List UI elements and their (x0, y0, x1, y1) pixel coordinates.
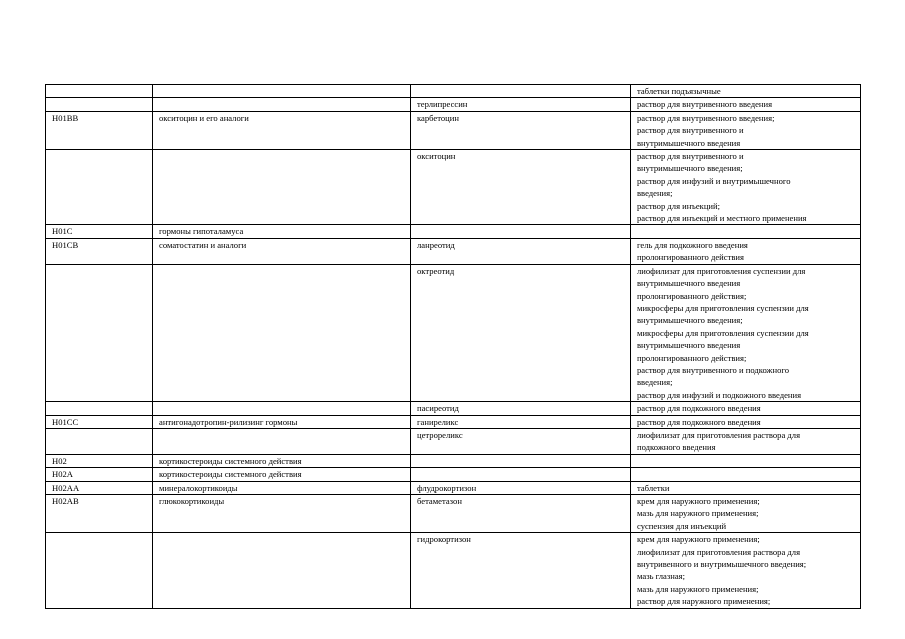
dosage-form-line: раствор для подкожного введения (637, 416, 761, 427)
dosage-form-line: введения; (637, 377, 673, 388)
dosage-form-line: внутривенного и внутримышечного введения; (637, 559, 807, 570)
dosage-form-line: внутримышечного введения (637, 137, 741, 148)
table-row (46, 415, 861, 428)
dosage-form-line: пролонгированного действия; (637, 290, 747, 301)
atc-group-cell: антигонадотропин-рилизинг гормоны (153, 415, 411, 428)
atc-group-cell: кортикостероиды системного действия (153, 454, 411, 467)
dosage-form-line: пролонгированного действия; (637, 352, 747, 363)
atc-code-cell (46, 85, 153, 98)
dosage-form-line: крем для наружного применения; (637, 534, 760, 545)
atc-group-cell: кортикостероиды системного действия (153, 468, 411, 481)
dosage-form-line: раствор для инъекций; (637, 200, 721, 211)
drug-name-cell: карбетоцин (411, 111, 631, 149)
drug-name-cell (411, 225, 631, 238)
dosage-form-line: раствор для внутривенного введения; (637, 112, 775, 123)
drug-name-cell: октреотид (411, 264, 631, 401)
dosage-form-line: раствор для внутривенного и подкожного (637, 364, 789, 375)
dosage-form-line: раствор для внутривенного введения (637, 99, 773, 110)
atc-group-cell (153, 85, 411, 98)
atc-code-cell: H01CC (46, 415, 153, 428)
drug-name-cell: гидрокортизон (411, 533, 631, 608)
dosage-forms-cell (631, 150, 861, 225)
drug-name-cell: окситоцин (411, 150, 631, 225)
dosage-form-line: лиофилизат для приготовления раствора для (637, 546, 801, 557)
dosage-forms-cell (631, 85, 861, 98)
dosage-form-line: микросферы для приготовления суспензии для (637, 302, 809, 313)
dosage-forms-cell (631, 454, 861, 467)
table-row (46, 98, 861, 111)
atc-code-cell: H02AA (46, 481, 153, 494)
atc-group-cell (153, 533, 411, 608)
table-row (46, 111, 861, 149)
atc-code-cell: H02 (46, 454, 153, 467)
dosage-form-line: внутримышечного введения (637, 340, 741, 351)
atc-group-cell (153, 150, 411, 225)
dosage-forms-cell (631, 481, 861, 494)
dosage-forms-cell (631, 428, 861, 454)
atc-group-cell (153, 402, 411, 415)
atc-code-cell: H01BB (46, 111, 153, 149)
atc-group-cell: минералокортикоиды (153, 481, 411, 494)
table-row (46, 495, 861, 533)
atc-code-cell (46, 428, 153, 454)
dosage-form-line: таблетки (637, 482, 670, 493)
table-row (46, 238, 861, 264)
dosage-form-line: раствор для наружного применения; (637, 596, 771, 607)
dosage-form-line: мазь глазная; (637, 571, 685, 582)
dosage-forms-cell (631, 402, 861, 415)
dosage-form-line: раствор для внутривенного и (637, 151, 744, 162)
table-row (46, 85, 861, 98)
drug-table (45, 84, 861, 609)
dosage-form-line: мазь для наружного применения; (637, 583, 759, 594)
dosage-form-line: таблетки подъязычные (637, 86, 721, 96)
drug-name-cell: ланреотид (411, 238, 631, 264)
drug-name-cell: пасиреотид (411, 402, 631, 415)
drug-name-cell (411, 85, 631, 98)
atc-code-cell (46, 98, 153, 111)
atc-code-cell: H01C (46, 225, 153, 238)
dosage-form-line: крем для наружного применения; (637, 496, 760, 506)
dosage-forms-cell (631, 225, 861, 238)
dosage-form-line: лиофилизат для приготовления суспензии для (637, 265, 806, 276)
dosage-form-line: микросферы для приготовления суспензии для (637, 327, 809, 338)
atc-group-cell (153, 428, 411, 454)
dosage-form-line: раствор для инфузий и подкожного введения (637, 389, 802, 400)
dosage-form-line: подкожного введения (637, 442, 716, 453)
atc-code-cell (46, 150, 153, 225)
atc-code-cell (46, 402, 153, 415)
dosage-form-line: раствор для инъекций и местного применения (637, 213, 807, 224)
dosage-form-line: раствор для внутривенного и (637, 125, 744, 136)
atc-group-cell: глюкокортикоиды (153, 495, 411, 533)
drug-name-cell: флудрокортизон (411, 481, 631, 494)
atc-code-cell: H02AB (46, 495, 153, 533)
atc-group-cell: окситоцин и его аналоги (153, 111, 411, 149)
dosage-forms-cell (631, 468, 861, 481)
drug-name-cell: цетрореликс (411, 428, 631, 454)
drug-name-cell (411, 454, 631, 467)
dosage-form-line: гель для подкожного введения (637, 239, 748, 250)
table-row (46, 150, 861, 225)
atc-group-cell: гормоны гипоталамуса (153, 225, 411, 238)
table-row (46, 454, 861, 467)
table-row (46, 533, 861, 608)
dosage-form-line: внутримышечного введения (637, 278, 741, 289)
atc-code-cell: H02A (46, 468, 153, 481)
dosage-forms-cell (631, 495, 861, 533)
dosage-form-line: пролонгированного действия (637, 252, 744, 263)
dosage-form-line: мазь для наружного применения; (637, 508, 759, 519)
dosage-form-line: суспензия для инъекций (637, 520, 727, 531)
dosage-form-line: раствор для подкожного введения (637, 403, 761, 414)
dosage-forms-cell (631, 415, 861, 428)
drug-name-cell: ганиреликс (411, 415, 631, 428)
dosage-forms-cell (631, 238, 861, 264)
dosage-form-line: раствор для инфузий и внутримышечного (637, 175, 791, 186)
dosage-form-line: внутримышечного введения; (637, 163, 743, 174)
table-row (46, 264, 861, 401)
drug-name-cell: бетаметазон (411, 495, 631, 533)
drug-name-cell (411, 468, 631, 481)
dosage-form-line: лиофилизат для приготовления раствора для (637, 429, 801, 440)
atc-code-cell: H01CB (46, 238, 153, 264)
atc-group-cell (153, 264, 411, 401)
dosage-forms-cell (631, 111, 861, 149)
atc-code-cell (46, 264, 153, 401)
table-row (46, 481, 861, 494)
dosage-forms-cell (631, 98, 861, 111)
table-body (46, 85, 861, 609)
dosage-form-line: внутримышечного введения; (637, 315, 743, 326)
table-row (46, 402, 861, 415)
atc-group-cell (153, 98, 411, 111)
dosage-forms-cell (631, 533, 861, 608)
table-row (46, 225, 861, 238)
dosage-forms-cell (631, 264, 861, 401)
drug-name-cell: терлипрессин (411, 98, 631, 111)
table-row (46, 428, 861, 454)
atc-group-cell: соматостатин и аналоги (153, 238, 411, 264)
table-row (46, 468, 861, 481)
atc-code-cell (46, 533, 153, 608)
dosage-form-line: введения; (637, 188, 673, 199)
